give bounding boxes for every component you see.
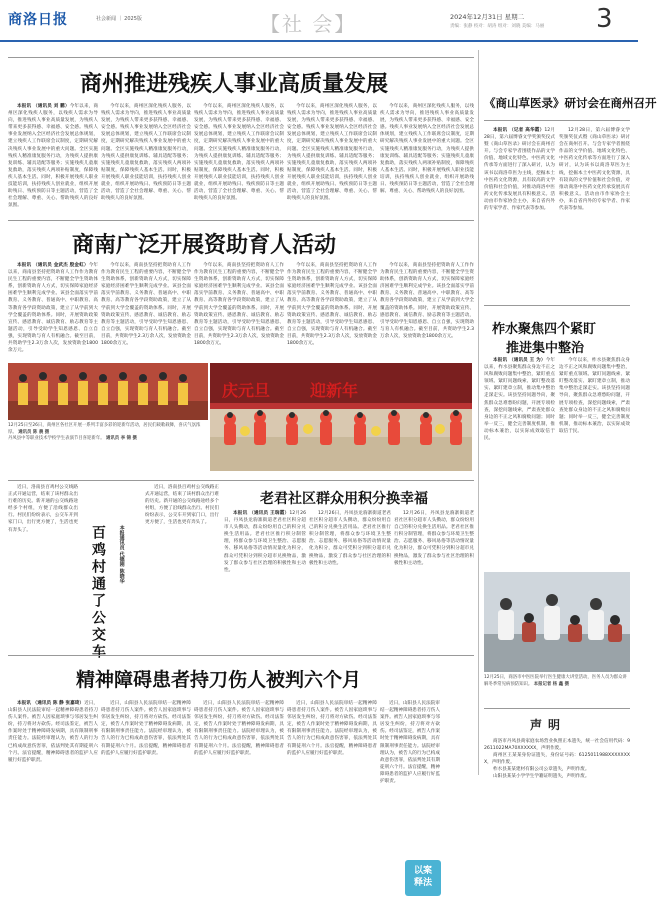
story6-headline: 老君社区群众用积分换幸福 [260,491,428,507]
story2-text: 12月28日，第六届博睿文学奖颁奖仪式暨《商山草医录》研讨会在商州召开。与会专家学者围绕作品的文学价值、地域文化特色、中医药文化传承等方面进行了深入研讨，认为该书以商洛草医为主线，挖掘本土中医药文化资源，具有较高的文学价值和社会价值，对推动商洛中医药文化传承发展具有积极意义。活动由市作家协会主办，来自省内外的专家学者、作家代表等参加。 [484,128,555,212]
story1-text-cont: 今年以来，商州区深化残疾人服务，以残疾人需求为导向，推进残疾人事业高质量发展，为残疾人带来更多获得感、幸福感、安全感。残疾人事业发展纳入全区经济社会发展总体规划，建立残疾人工作联席会议制度，定期研究解决残疾人事业发展中的重大问题。全区实施残疾人精准康复服务行动，为残疾人提供康复训练、辅具适配等服务；实施残疾儿童康复救助，落实残疾人两项补贴制度，保障残疾人基本生活。同时，积极开展残疾人职业技能培训，扶持残疾人创业就业，组织开展助残日、残疾预防日等主题活动，营造了全社会理解、尊重、关心、帮助残疾人的良好氛围。 [380,104,474,195]
photo1-credit2: 通讯员 李 锦 摄 [106,436,137,442]
notice-item: 山阳县某某小学学生学籍证明遗失，声明作废。 [493,774,590,780]
section-rule [8,480,474,481]
story4-headline-1: 柞水聚焦四个紧盯 [492,322,597,337]
photo1-caption2-text: 丹凤县中等职业技术学校学生表演节目喜迎新年。 [8,436,105,442]
story1-text: 今年以来，商州区深化残疾人服务，以残疾人需求为导向，推进残疾人事业高质量发展，为残疾人带来更多获得感、幸福感、安全感。残疾人事业发展纳入全区经济社会发展总体规划，建立残疾人工作联席会议制度，定期研究解决残疾人事业发展中的重大问题。全区实施残疾人精准康复服务行动，为残疾人提供康复训练、辅具适配等服务；实施残疾儿童康复救助，落实残疾人两项补贴制度，保障残疾人基本生活。同时，积极开展残疾人职业技能培训，扶持残疾人创业就业，组织开展助残日、残疾预防日等主题活动，营造了全社会理解、尊重、关心、帮助残疾人的良好氛围。 [8,104,98,209]
masthead [0,0,638,42]
story3-byline: 本报讯 （通讯员 金武杰 殷金虹） [17,263,89,268]
notice-item: 柞水县某某建材有限公司公章遗失，声明作废。 [493,767,590,773]
masthead-rule [0,40,638,42]
story5-column-2 [145,484,219,649]
photo2-credit: 本报记者 杨 鑫 摄 [533,681,570,687]
story1-text-cont: 今年以来，商州区深化残疾人服务，以残疾人需求为导向，推进残疾人事业高质量发展，为残疾人带来更多获得感、幸福感、安全感。残疾人事业发展纳入全区经济社会发展总体规划，建立残疾人工作联席会议制度，定期研究解决残疾人事业发展中的重大问题。全区实施残疾人精准康复服务行动，为残疾人提供康复训练、辅具适配等服务；实施残疾儿童康复救助，落实残疾人两项补贴制度，保障残疾人基本生活。同时，积极开展残疾人职业技能培训，扶持残疾人创业就业，组织开展助残日、残疾预防日等主题活动，营造了全社会理解、尊重、关心、帮助残疾人的良好氛围。 [287,104,377,202]
story6-text: 12月26日，丹凤县龙驹寨街道老君社区积分超市人头攒动，群众纷纷用自己的积分兑换生活用品。老君社区推行积分制管理，将群众参与环境卫生整治、志愿服务、移风易俗等活动情况量化为积分，群众可凭积分到积分超市兑换物品，激发了群众参与社区治理的积极性和主动性。 [224,511,306,573]
story3-column-3 [194,262,284,347]
story3-text: 今年以来，商南县坚持把资助育人工作作为教育民生工程的重要内容，不断健全学生资助体系，创新资助育人方式，切实保障家庭经济困难学生顺利完成学业。该县全面落实学前教育、义务教育、普通高中、中职教育、高等教育各学段资助政策，建立了从学前到大学全覆盖的资助体系。同时，开展资助政策宣传、感恩教育、诚信教育、励志教育等主题活动，引导受助学生知恩感恩、自立自强，实现资助与育人有机融合。截至目前，共资助学生2.3万余人次，发放资助金1800余万元。 [8,263,98,354]
story2-rule [484,120,630,121]
story7-column-1 [8,700,98,905]
story5-column-1 [8,484,78,649]
story2-byline: 本报讯 （记者 高华霞） [493,128,545,133]
story5-byline: 本报通讯员 代德刚 陈晓华 [118,525,125,584]
story3-text-cont: 今年以来，商南县坚持把资助育人工作作为教育民生工程的重要内容，不断健全学生资助体系，创新资助育人方式，切实保障家庭经济困难学生顺利完成学业。该县全面落实学前教育、义务教育、普通高中、中职教育、高等教育各学段资助政策，建立了从学前到大学全覆盖的资助体系。同时，开展资助政策宣传、感恩教育、诚信教育、励志教育等主题活动，引导受助学生知恩感恩、自立自强，实现资助与育人有机融合。截至目前，共资助学生2.3万余人次，发放资助金1800余万元。 [287,263,377,347]
photo1-credit: 通讯员 陈 晨 摄 [18,429,50,435]
story6-column-1 [224,510,306,650]
story7-text-cont: 近日，山阳县人民法院审结一起精神障碍患者持刀伤人案件。被告人因家庭琐事与邻居发生纠纷，持刀将对方砍伤。经司法鉴定，被告人作案时处于精神障碍发病期，具有限制刑事责任能力。法院经审理认为，被告人的行为已构成故意伤害罪，依法判处其有期徒刑六个月。法官提醒，精神障碍患者的监护人应履行好监护职责。 [194,701,284,756]
story1-column-5 [380,103,474,213]
notice-item: 商洛市丹凤县商家庭农场营业执照正本遗失，统一社会信用代码：92611022MA70XXXXXX，声明作废。 [484,739,630,752]
story7-text: 近日，山阳县人民法院审结一起精神障碍患者持刀伤人案件。被告人因家庭琐事与邻居发生纠纷，持刀将对方砍伤。经司法鉴定，被告人作案时处于精神障碍发病期，具有限制刑事责任能力。法院经审理认为，被告人的行为已构成故意伤害罪，依法判处其有期徒刑六个月。法官提醒，精神障碍患者的监护人应履行好监护职责。 [8,701,98,763]
story6-text-cont: 12月26日，丹凤县龙驹寨街道老君社区积分超市人头攒动，群众纷纷用自己的积分兑换生活用品。老君社区推行积分制管理，将群众参与环境卫生整治、志愿服务、移风易俗等活动情况量化为积分，群众可凭积分到积分超市兑换物品，激发了群众参与社区治理的积极性和主动性。 [309,511,391,566]
photo1-caption [8,423,208,463]
photo1-caption-text: 12月25日至26日，商州区各社区开展一系列丰富多彩的迎新年活动，居民们载歌载舞，喜庆气氛浓厚。 [8,423,201,435]
story4-top-rule [484,305,630,306]
story3-text-cont: 今年以来，商南县坚持把资助育人工作作为教育民生工程的重要内容，不断健全学生资助体系，创新资助育人方式，切实保障家庭经济困难学生顺利完成学业。该县全面落实学前教育、义务教育、普通高中、中职教育、高等教育各学段资助政策，建立了从学前到大学全覆盖的资助体系。同时，开展资助政策宣传、感恩教育、诚信教育、励志教育等主题活动，引导受助学生知恩感恩、自立自强，实现资助与育人有机融合。截至目前，共资助学生2.3万余人次，发放资助金1800余万元。 [101,263,191,347]
story2-headline: 《商山草医录》研讨会在商州召开 [484,96,657,110]
story3-column-4 [287,262,377,347]
story6-column-2 [309,510,391,650]
story4-text-cont: 今年以来，柞水县聚焦群众身边不正之风和腐败问题集中整治，紧盯重点领域、紧盯问题线索、紧盯整改落实、紧盯建章立制，推动集中整治走深走实。该县坚持问题导向，聚焦群众急难愁盼问题，开展专项检查，深挖问题线索，严肃查处群众身边的不正之风和腐败问题；同时举一反三，健全完善制度机制，推动标本兼治，以实际成效取信于民。 [559,358,630,434]
story3-rule [8,220,474,221]
story7-rule [8,655,474,656]
story1-text-cont: 今年以来，商州区深化残疾人服务，以残疾人需求为导向，推进残疾人事业高质量发展，为残疾人带来更多获得感、幸福感、安全感。残疾人事业发展纳入全区经济社会发展总体规划，建立残疾人工作联席会议制度，定期研究解决残疾人事业发展中的重大问题。全区实施残疾人精准康复服务行动，为残疾人提供康复训练、辅具适配等服务；实施残疾儿童康复救助，落实残疾人两项补贴制度，保障残疾人基本生活。同时，积极开展残疾人职业技能培训，扶持残疾人创业就业，组织开展助残日、残疾预防日等主题活动，营造了全社会理解、尊重、关心、帮助残疾人的良好氛围。 [194,104,284,202]
photo-illustration [8,363,208,420]
medical-lecture-photo [484,572,630,672]
story2-column-1 [484,127,555,297]
story6-column-3 [394,510,474,650]
stamp-text-1: 以案 [413,866,432,876]
notice-body [484,738,630,908]
story7-column-4 [287,700,377,905]
photo2-caption [484,675,630,703]
photo1-title-left: 庆元旦 [222,381,271,400]
notice-item: 商州区王某某身份证遗失，身份证号码：6125011988XXXXXXXX，声明作废。 [484,753,630,766]
story3-headline: 商南广泛开展资助育人活动 [72,232,337,258]
page-number: 3 [596,4,613,34]
section-label: 【社 会】 [260,12,357,36]
story1-column-3 [194,103,284,213]
story7-column-2 [101,700,191,905]
notice-title: 声明 [530,718,567,732]
story3-column-2 [101,262,191,347]
story7-column-3 [194,700,284,905]
story3-column-5 [380,262,474,339]
story5-headline: 百鸡村通了公交车 [90,525,106,661]
story1-headline: 商州推进残疾人事业高质量发展 [80,71,389,97]
issue-date: 2024年12月31日 星期二 [450,13,525,21]
story4-headline-2: 推进集中整治 [506,341,585,356]
case-law-stamp [405,860,441,896]
story2-text-cont: 12月28日，第六届博睿文学奖颁奖仪式暨《商山草医录》研讨会在商州召开。与会专家学者围绕作品的文学价值、地域文化特色、中医药文化传承等方面进行了深入研讨，认为该书以商洛草医为主线，挖掘本土中医药文化资源，具有较高的文学价值和社会价值，对推动商洛中医药文化传承发展具有积极意义。活动由市作家协会主办，来自省内外的专家学者、作家代表等参加。 [559,128,630,212]
story3-text-cont: 今年以来，商南县坚持把资助育人工作作为教育民生工程的重要内容，不断健全学生资助体系，创新资助育人方式，切实保障家庭经济困难学生顺利完成学业。该县全面落实学前教育、义务教育、普通高中、中职教育、高等教育各学段资助政策，建立了从学前到大学全覆盖的资助体系。同时，开展资助政策宣传、感恩教育、诚信教育、励志教育等主题活动，引导受助学生知恩感恩、自立自强，实现资助与育人有机融合。截至目前，共资助学生2.3万余人次，发放资助金1800余万元。 [194,263,284,347]
column-divider [478,50,479,305]
story1-rule [8,57,474,58]
story3-column-1 [8,262,98,354]
story7-text-cont: 近日，山阳县人民法院审结一起精神障碍患者持刀伤人案件。被告人因家庭琐事与邻居发生纠纷，持刀将对方砍伤。经司法鉴定，被告人作案时处于精神障碍发病期，具有限制刑事责任能力。法院经审理认为，被告人的行为已构成故意伤害罪，依法判处其有期徒刑六个月。法官提醒，精神障碍患者的监护人应履行好监护职责。 [101,701,191,756]
story7-text-cont: 近日，山阳县人民法院审结一起精神障碍患者持刀伤人案件。被告人因家庭琐事与邻居发生纠纷，持刀将对方砍伤。经司法鉴定，被告人作案时处于精神障碍发病期，具有限制刑事责任能力。法院经审理认为，被告人的行为已构成故意伤害罪，依法判处其有期徒刑六个月。法官提醒，精神障碍患者的监护人应履行好监护职责。 [380,701,440,785]
story5-text: 近日，洛南县百鸡村公交线路正式开通运营，结束了该村群众出行难的历史。新开通的公交线路途经多个村组，方便了沿线群众出行。村民们纷纷表示，公交车开到家门口，出行更方便了，生活也更有奔头了。 [145,485,219,526]
photo2-caption-text: 12月25日，商洛市中医医院举行医生健康大讲堂活动，医务人员为群众讲解冬季常见病预防知识。 [484,675,627,687]
story7-byline: 本报讯 （通讯员 陈 静 张嘉琦） [17,701,85,706]
story5-text-cont: 近日，洛南县百鸡村公交线路正式开通运营，结束了该村群众出行难的历史。新开通的公交线路途经多个村组，方便了沿线群众出行。村民们纷纷表示，公交车开到家门口，出行更方便了，生活也更有奔头了。 [8,485,78,533]
story4-byline: 本报讯 （通讯员 王 为） [493,358,546,363]
story7-headline: 精神障碍患者持刀伤人被判六个月 [76,669,362,691]
story2-column-2 [559,127,630,297]
column-divider [478,305,479,775]
notice-rule [484,708,630,709]
story6-text-cont: 12月26日，丹凤县龙驹寨街道老君社区积分超市人头攒动，群众纷纷用自己的积分兑换生活用品。老君社区推行积分制管理，将群众参与环境卫生整治、志愿服务、移风易俗等活动情况量化为积分，群众可凭积分到积分超市兑换物品，激发了群众参与社区治理的积极性和主动性。 [394,511,474,566]
story7-text-cont: 近日，山阳县人民法院审结一起精神障碍患者持刀伤人案件。被告人因家庭琐事与邻居发生纠纷，持刀将对方砍伤。经司法鉴定，被告人作案时处于精神障碍发病期，具有限制刑事责任能力。法院经审理认为，被告人的行为已构成故意伤害罪，依法判处其有期徒刑六个月。法官提醒，精神障碍患者的监护人应履行好监护职责。 [287,701,377,756]
stage-performance-photo [8,363,208,420]
story1-column-4 [287,103,377,213]
story3-text-cont: 今年以来，商南县坚持把资助育人工作作为教育民生工程的重要内容，不断健全学生资助体系，创新资助育人方式，切实保障家庭经济困难学生顺利完成学业。该县全面落实学前教育、义务教育、普通高中、中职教育、高等教育各学段资助政策，建立了从学前到大学全覆盖的资助体系。同时，开展资助政策宣传、感恩教育、诚信教育、励志教育等主题活动，引导受助学生知恩感恩、自立自强，实现资助与育人有机融合。截至目前，共资助学生2.3万余人次，发放资助金1800余万元。 [380,263,474,339]
story1-text-cont: 今年以来，商州区深化残疾人服务，以残疾人需求为导向，推进残疾人事业高质量发展，为残疾人带来更多获得感、幸福感、安全感。残疾人事业发展纳入全区经济社会发展总体规划，建立残疾人工作联席会议制度，定期研究解决残疾人事业发展中的重大问题。全区实施残疾人精准康复服务行动，为残疾人提供康复训练、辅具适配等服务；实施残疾儿童康复救助，落实残疾人两项补贴制度，保障残疾人基本生活。同时，积极开展残疾人职业技能培训，扶持残疾人创业就业，组织开展助残日、残疾预防日等主题活动，营造了全社会理解、尊重、关心、帮助残疾人的良好氛围。 [101,104,191,202]
story4-column-1 [484,357,555,567]
photo-illustration [484,572,630,672]
story1-byline: 本报讯 （通讯员 刘 鹏） [17,104,70,109]
masthead-meta: 社会新闻 ｜ 2025版 [96,16,142,22]
newspaper-logo: 商洛日报 [8,12,68,28]
stamp-text-2: 释法 [413,878,432,888]
story1-column-1 [8,103,98,213]
story6-byline: 本报讯 （通讯员 王瑞霞） [233,511,290,516]
story4-column-2 [559,357,630,567]
story4-text: 今年以来，柞水县聚焦群众身边不正之风和腐败问题集中整治，紧盯重点领域、紧盯问题线索、紧盯整改落实、紧盯建章立制，推动集中整治走深走实。该县坚持问题导向，聚焦群众急难愁盼问题，开展专项检查，深挖问题线索，严肃查处群众身边的不正之风和腐败问题；同时举一反三，健全完善制度机制，推动标本兼治，以实际成效取信于民。 [484,358,555,442]
editors-line: 责编：张静 校对：胡涛 组对：刘晓 美编：马丽 [450,24,545,29]
photo1-title-right: 迎新年 [310,381,359,400]
story1-column-2 [101,103,191,213]
